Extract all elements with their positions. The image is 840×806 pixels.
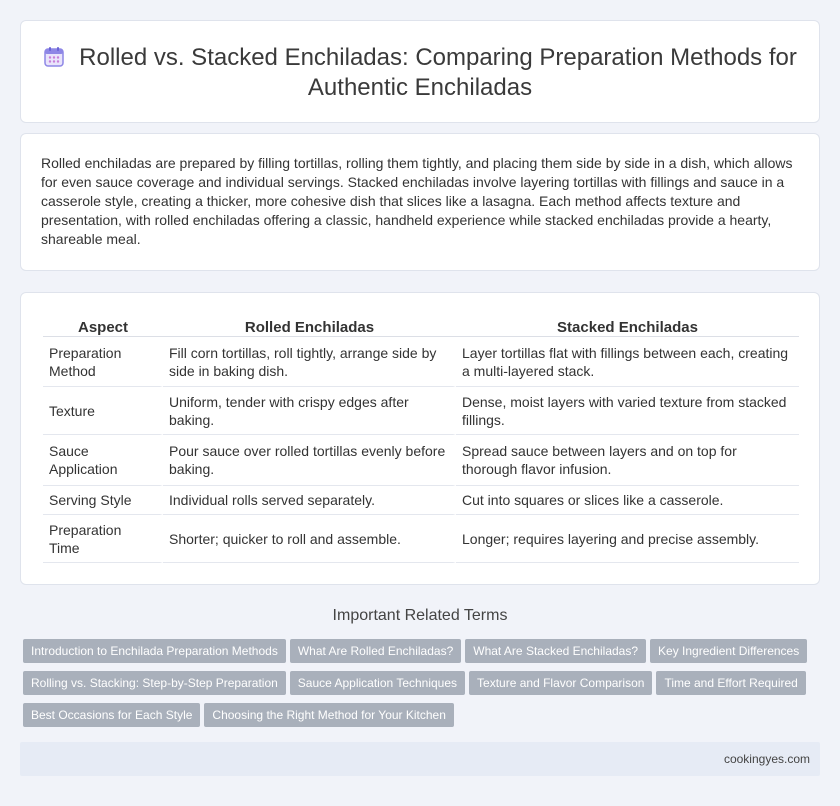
table-row: [43, 337, 799, 387]
cell-aspect: Preparation Method: [43, 337, 163, 387]
related-term-tag[interactable]: What Are Stacked Enchiladas?: [465, 639, 646, 663]
title-card: [20, 20, 820, 123]
comparison-table: [43, 317, 799, 563]
cell-stacked: Longer; requires layering and precise assembly.: [456, 515, 799, 563]
cell-stacked: Cut into squares or slices like a casserole.: [456, 486, 799, 515]
footer: [20, 742, 820, 776]
cell-rolled: Individual rolls served separately.: [163, 486, 456, 515]
related-term-tag[interactable]: Key Ingredient Differences: [650, 639, 807, 663]
cell-rolled: Pour sauce over rolled tortillas evenly before baking.: [163, 435, 456, 486]
footer-site-link[interactable]: cookingyes.com: [723, 752, 810, 766]
cell-aspect: Serving Style: [43, 486, 163, 515]
cell-stacked: Spread sauce between layers and on top for thorough flavor infusion.: [456, 435, 799, 486]
cell-rolled: Uniform, tender with crispy edges after baking.: [163, 387, 456, 435]
cell-rolled: Fill corn tortillas, roll tightly, arrange side by side in baking dish.: [163, 337, 456, 387]
cell-aspect: Sauce Application: [43, 435, 163, 486]
page-title: Rolled vs. Stacked Enchiladas: Comparing Preparation Methods for Authentic Enchiladas: [79, 44, 797, 101]
page-title-wrap: [21, 43, 819, 103]
header-stacked: Stacked Enchiladas: [456, 317, 799, 337]
related-term-tag[interactable]: Choosing the Right Method for Your Kitchen: [204, 703, 453, 727]
cell-stacked: Dense, moist layers with varied texture from stacked fillings.: [456, 387, 799, 435]
related-term-tag[interactable]: Sauce Application Techniques: [290, 671, 465, 695]
cell-aspect: Texture: [43, 387, 163, 435]
intro-paragraph: Rolled enchiladas are prepared by filling tortillas, rolling them tightly, and placing them side by side in a dish, which allows for even sauce coverage and individual servings. Stacked enchiladas involve layering tortillas with fillings and sauce in a casserole style, creating a thicker, more cohesive dish that slices like a lasagna. Each method affects texture and presentation, with rolled enchiladas offering a classic, handheld experience while stacked enchiladas provide a hearty, shareable meal.: [41, 155, 793, 247]
table-row: [43, 435, 799, 486]
related-term-tag[interactable]: Best Occasions for Each Style: [23, 703, 200, 727]
related-term-tag[interactable]: Introduction to Enchilada Preparation Methods: [23, 639, 286, 663]
related-term-tag[interactable]: Texture and Flavor Comparison: [469, 671, 652, 695]
header-aspect: Aspect: [43, 317, 163, 337]
calendar-icon: [43, 46, 65, 68]
related-term-tag[interactable]: Rolling vs. Stacking: Step-by-Step Preparation: [23, 671, 286, 695]
related-terms-list: [23, 639, 823, 735]
cell-stacked: Layer tortillas flat with fillings between each, creating a multi-layered stack.: [456, 337, 799, 387]
table-row: [43, 515, 799, 563]
related-term-tag[interactable]: What Are Rolled Enchiladas?: [290, 639, 461, 663]
comparison-card: [20, 292, 820, 585]
table-row: [43, 387, 799, 435]
table-header-row: [43, 317, 799, 337]
header-rolled: Rolled Enchiladas: [163, 317, 456, 337]
related-terms-title: Important Related Terms: [332, 607, 508, 624]
cell-rolled: Shorter; quicker to roll and assemble.: [163, 515, 456, 563]
related-term-tag[interactable]: Time and Effort Required: [656, 671, 805, 695]
intro-card: [20, 133, 820, 271]
cell-aspect: Preparation Time: [43, 515, 163, 563]
table-row: [43, 486, 799, 515]
